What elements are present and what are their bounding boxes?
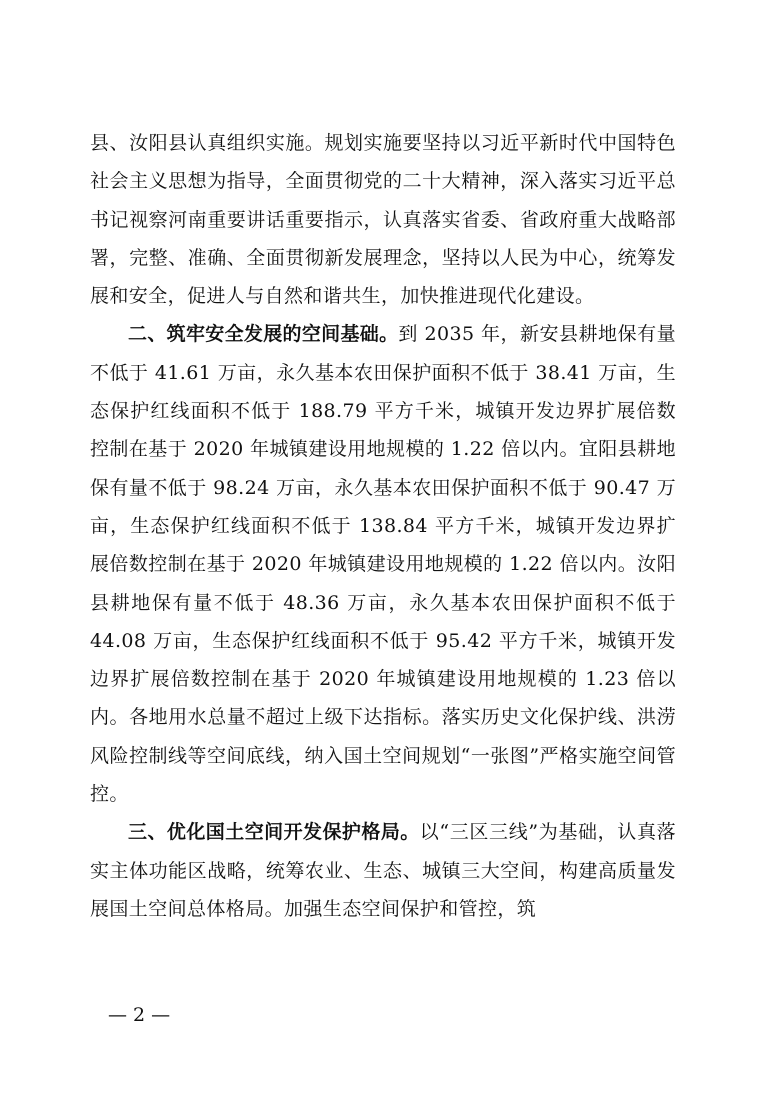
section-2-body: 到 2035 年，新安县耕地保有量不低于 41.61 万亩，永久基本农田保护面积不低于 38.41 万亩，生态保护红线面积不低于 188.79 平方千米，城镇开发边界扩展倍数控制在基于 2020 年城镇建设用地规模的 1.22 倍以内。宜阳县耕地保有量不低于 98.24 万亩，永久基本农田保护面积不低于 90.47 万亩，生态保护红线面积不低于 138.84 平方千米，城镇开发边界扩展倍数控制在基于 2020 年城镇建设用地规模的 1.22 倍以内。汝阳县耕地保有量不低于 48.36 万亩，永久基本农田保护面积不低于 44.08 万亩，生态保护红线面积不低于 95.42 平方千米，城镇开发边界扩展倍数控制在基于 2020 年城镇建设用地规模的 1.23 倍以内。各地用水总量不超过上级下达指标。落实历史文化保护线、洪涝风险控制线等空间底线，纳入国土空间规划“一张图”严格实施空间管控。 xyxy=(90,323,677,806)
section-2-heading: 二、筑牢安全发展的空间基础。 xyxy=(128,323,399,346)
paragraph-continuation: 县、汝阳县认真组织实施。规划实施要坚持以习近平新时代中国特色社会主义思想为指导，全面贯彻党的二十大精神，深入落实习近平总书记视察河南重要讲话重要指示，认真落实省委、省政府重大战略部署，完整、准确、全面贯彻新发展理念，坚持以人民为中心，统筹发展和安全，促进人与自然和谐共生，加快推进现代化建设。 xyxy=(90,132,676,308)
page-number: — 2 — xyxy=(108,1004,171,1026)
paragraph-section-3 xyxy=(90,813,676,928)
section-3-heading: 三、优化国土空间开发保护格局。 xyxy=(128,821,420,844)
section-3-body: 以“三区三线”为基础，认真落实主体功能区战略，统筹农业、生态、城镇三大空间，构建高质量发展国土空间总体格局。加强生态空间保护和管控，筑 xyxy=(90,821,676,920)
paragraph-section-2 xyxy=(90,315,676,813)
document-body xyxy=(90,124,676,928)
